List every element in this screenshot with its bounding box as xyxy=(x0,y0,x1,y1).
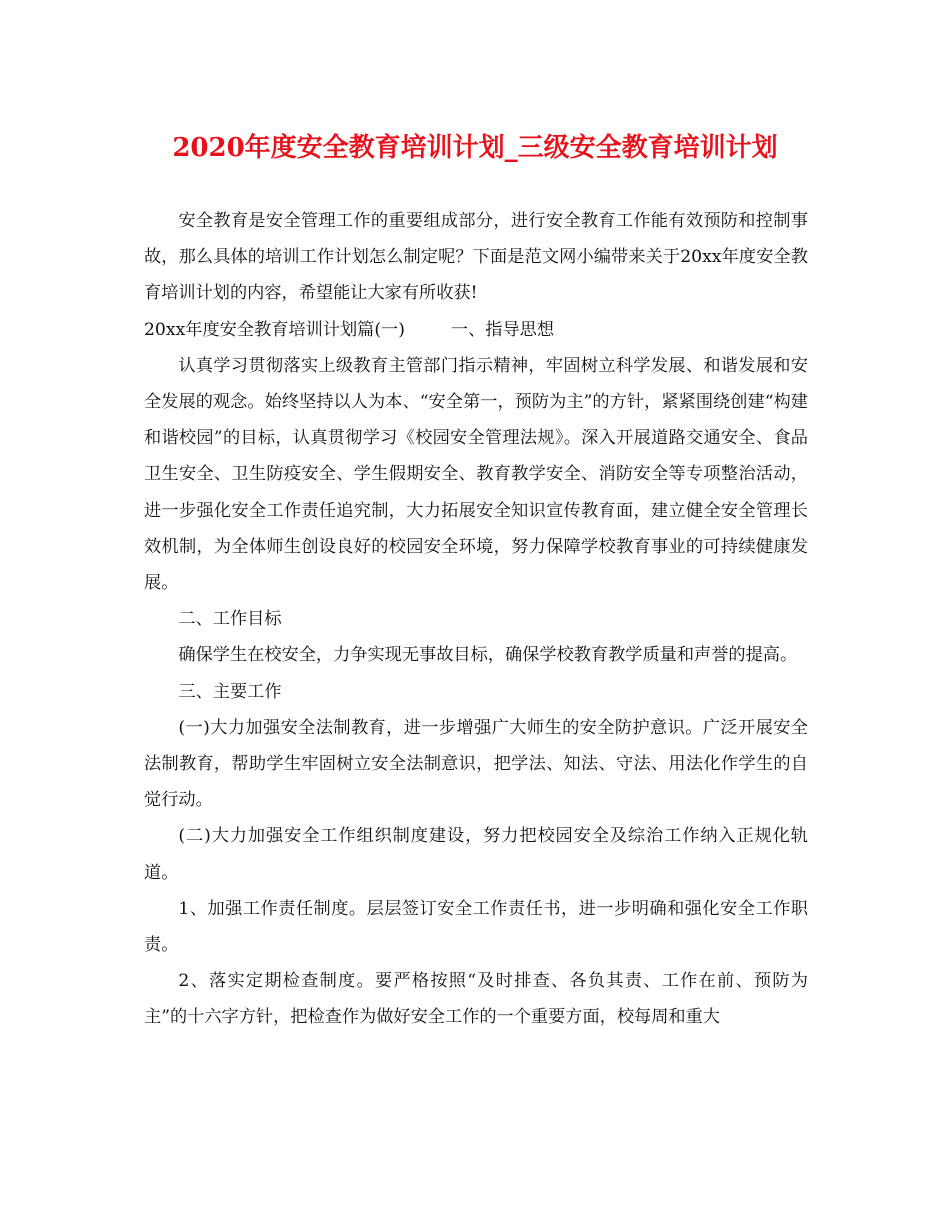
document-body xyxy=(144,203,808,1036)
section-heading-guiding-thought: 一、指导思想 xyxy=(450,319,555,340)
section-line xyxy=(144,312,808,348)
main-work-item-1: (一)大力加强安全法制教育，进一步增强广大师生的安全防护意识。广泛开展安全法制教育，帮助学生牢固树立安全法制意识，把学法、知法、守法、用法化作学生的自觉行动。 xyxy=(144,717,808,811)
document-title: 2020年度安全教育培训计划_三级安全教育培训计划 xyxy=(172,133,778,163)
guiding-thought-paragraph: 认真学习贯彻落实上级教育主管部门指示精神，牢固树立科学发展、和谐发展和安全发展的观念。始终坚持以人为本、“安全第一，预防为主”的方针，紧紧围绕创建“构建和谐校园”的目标，认真贯彻学习《校园安全管理法规》。深入开展道路交通安全、食品卫生安全、卫生防疫安全、学生假期安全、教育教学安全、消防安全等专项整治活动，进一步强化安全工作责任追究制，大力拓展安全知识宣传教育面，建立健全安全管理长效机制，为全体师生创设良好的校园安全环境，努力保障学校教育事业的可持续健康发展。 xyxy=(144,355,808,594)
intro-paragraph: 安全教育是安全管理工作的重要组成部分，进行安全教育工作能有效预防和控制事故，那么具体的培训工作计划怎么制定呢？下面是范文网小编带来关于20xx年度安全教育培训计划的内容，希望能让大家有所收获! xyxy=(144,211,808,304)
inspection-system-paragraph: 2、落实定期检查制度。要严格按照“及时排查、各负其责、工作在前、预防为主”的十六字方针，把检查作为做好安全工作的一个重要方面，校每周和重大 xyxy=(144,971,808,1028)
responsibility-system-paragraph: 1、加强工作责任制度。层层签订安全工作责任书，进一步明确和强化安全工作职责。 xyxy=(144,898,808,956)
section-heading-main-work: 三、主要工作 xyxy=(178,681,282,702)
main-work-item-2: (二)大力加强安全工作组织制度建设，努力把校园安全及综治工作纳入正规化轨道。 xyxy=(144,826,808,883)
section-heading-work-goal: 二、工作目标 xyxy=(178,609,282,630)
part-title: 20xx年度安全教育培训计划篇(一) xyxy=(144,319,405,340)
work-goal-paragraph: 确保学生在校安全，力争实现无事故目标，确保学校教育教学质量和声誉的提高。 xyxy=(178,645,798,666)
